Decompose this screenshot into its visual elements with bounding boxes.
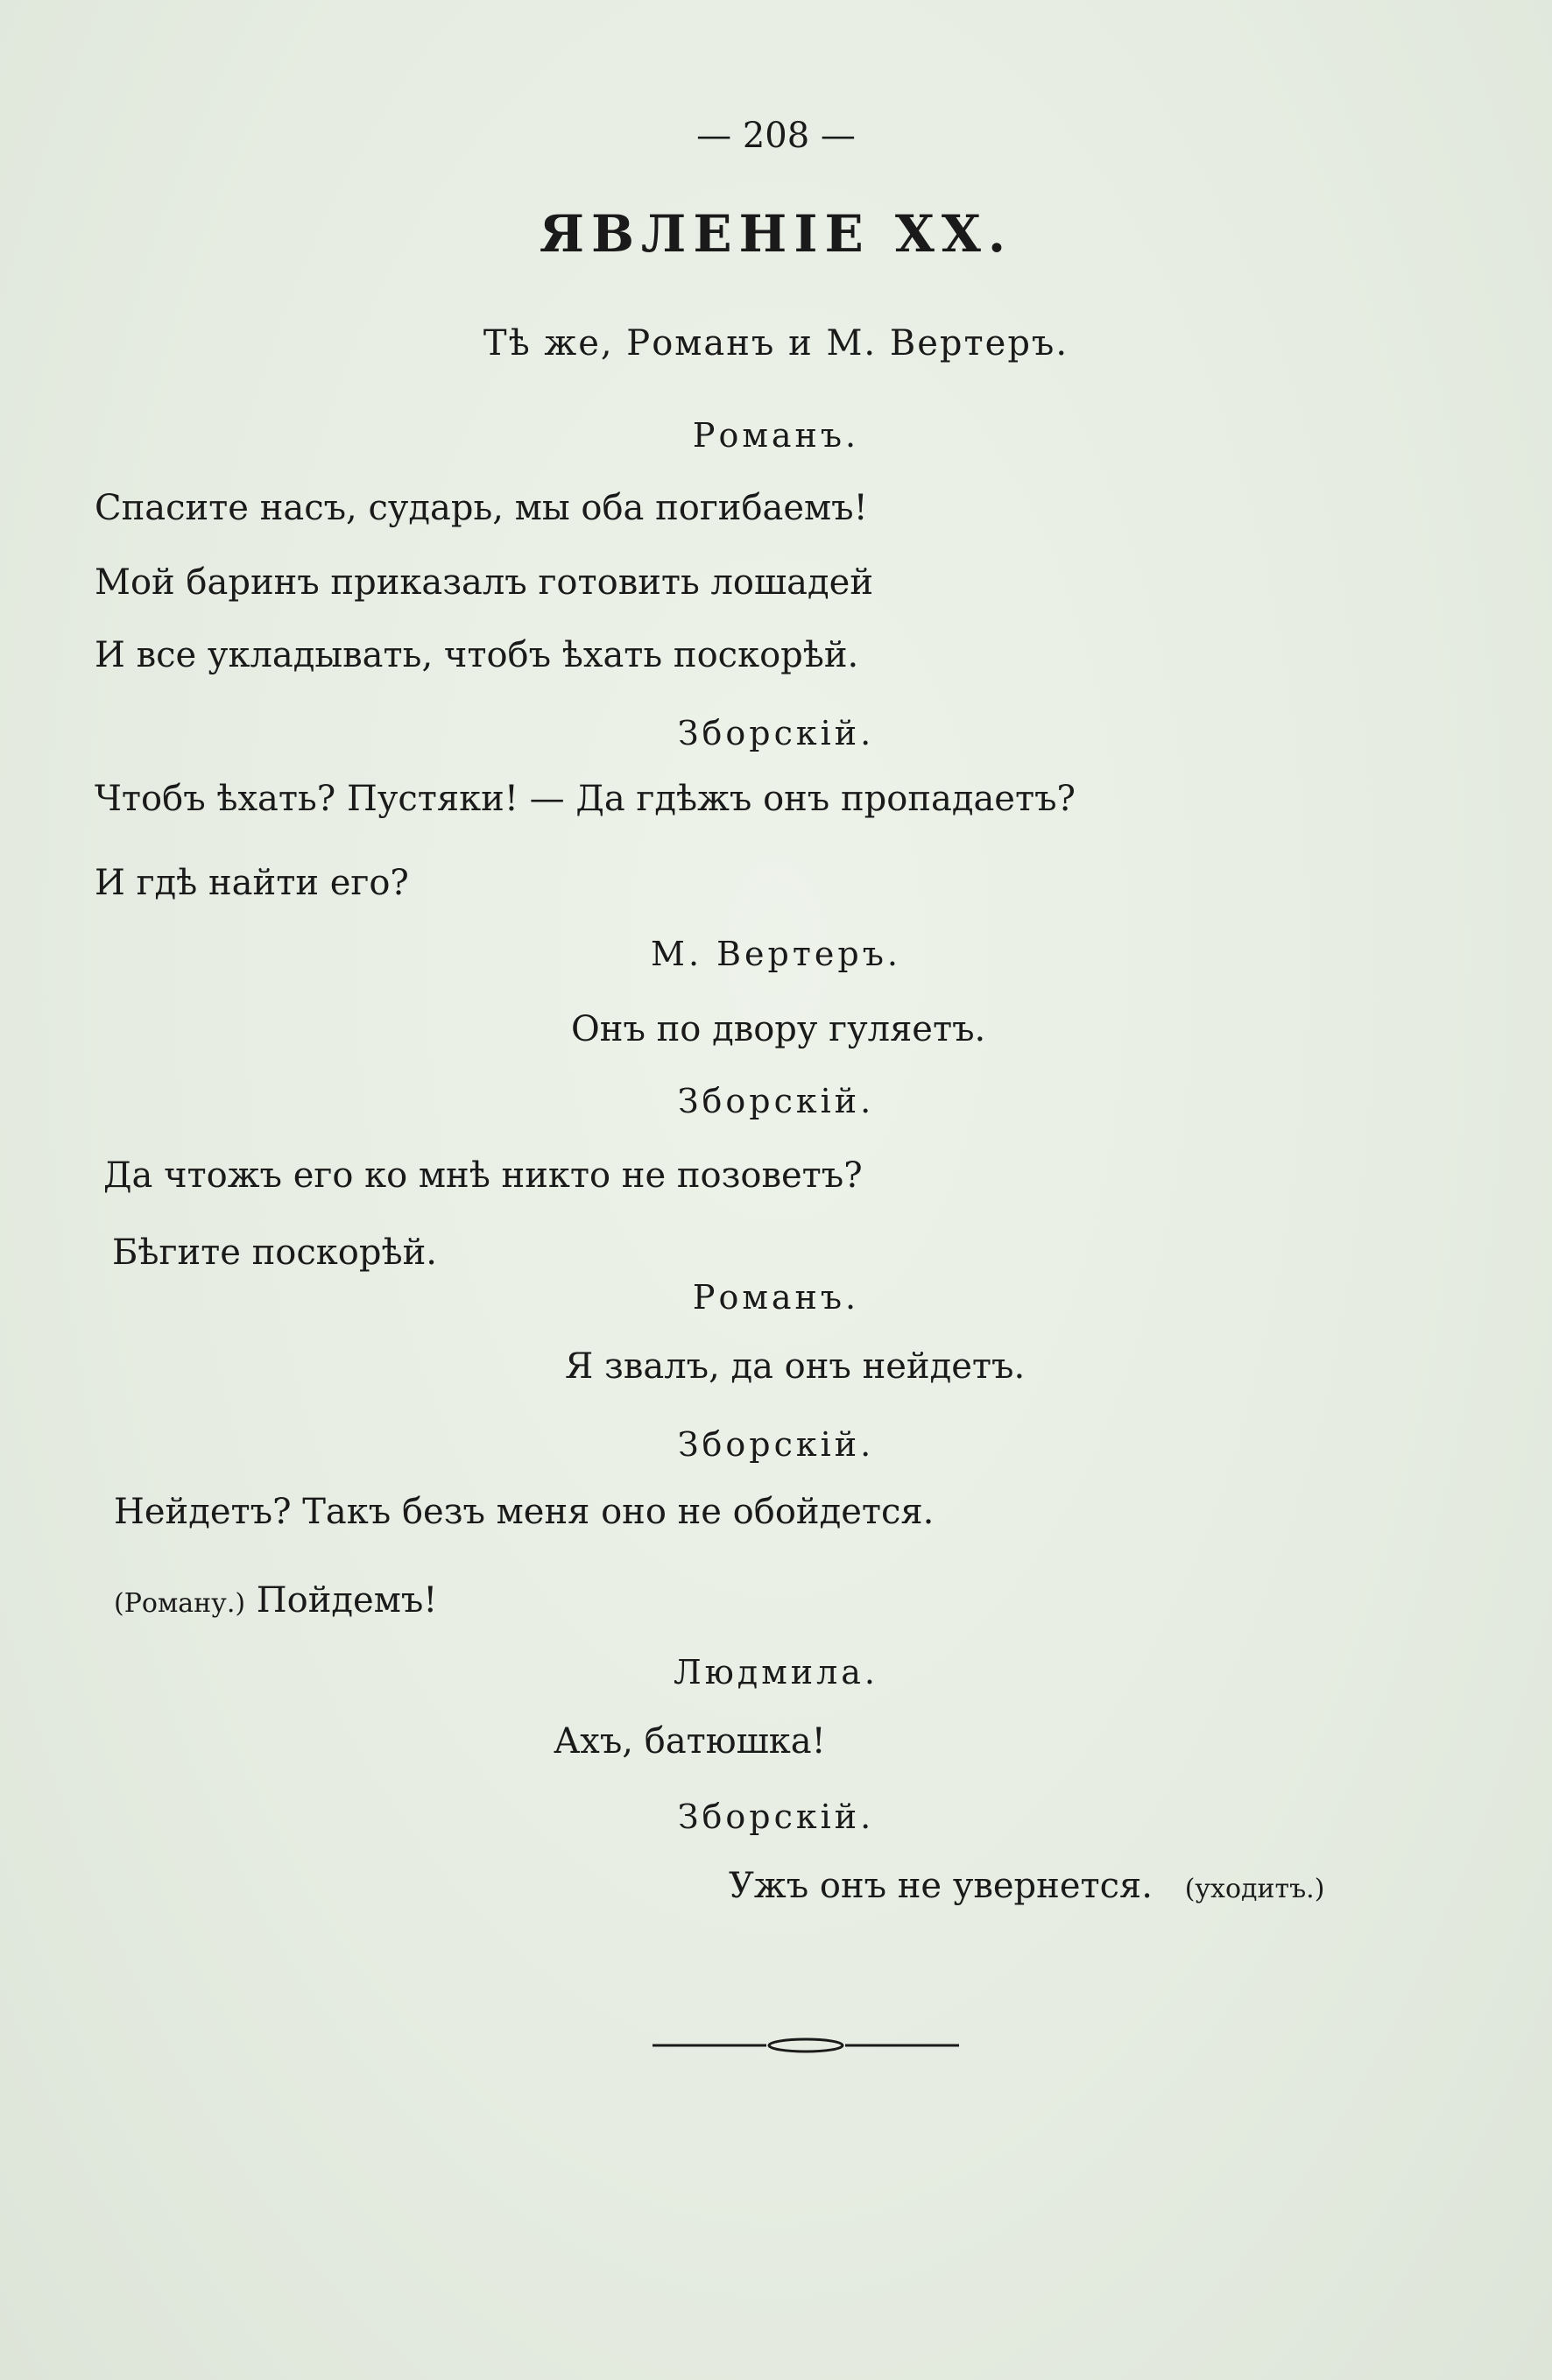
speaker-name: Зборскій. [677,1082,875,1120]
verse-line: Чтобъ ѣхать? Пустяки! — Да гдѣжъ онъ пропадаетъ? [95,779,1076,819]
ornament-divider [653,2032,959,2059]
verse-line: Я звалъ, да онъ нейдетъ. [565,1346,1026,1387]
speaker-name: Зборскій. [677,714,875,752]
verse-line: Онъ по двору гуляетъ. [571,1009,986,1049]
verse-line: И гдѣ найти его? [95,863,409,903]
speaker-name: Зборскій. [677,1797,875,1836]
speaker-name: Романъ. [692,416,860,455]
page-number: — 208 — [696,116,856,156]
verse-line: Мой баринъ приказалъ готовить лошадей [95,562,873,603]
scene-heading: ЯВЛЕНІЕ XX. [539,204,1013,264]
verse-text: Ужъ онъ не увернется. [729,1866,1153,1906]
stage-direction: (уходитъ.) [1184,1874,1325,1904]
verse-line [114,1580,438,1621]
verse-line: Спасите насъ, сударь, мы оба погибаемъ! [95,488,868,528]
speaker-name: Людмила. [674,1653,878,1691]
verse-line: Да чтожъ его ко мнѣ никто не позоветъ? [103,1155,863,1196]
speaker-name: Зборскій. [677,1425,875,1464]
verse-line: Бѣгите поскорѣй. [112,1232,437,1273]
characters-line: Тѣ же, Романъ и М. Вертеръ. [483,323,1069,364]
speaker-name: Романъ. [692,1278,860,1317]
verse-line [729,1866,1325,1906]
verse-line: Нейдетъ? Такъ безъ меня оно не обойдется. [114,1492,935,1532]
speaker-name: М. Вертеръ. [651,935,901,973]
stage-direction: (Роману.) [114,1588,246,1619]
verse-line: Ахъ, батюшка! [554,1721,826,1762]
verse-text: Пойдемъ! [256,1580,438,1621]
verse-line: И все укладывать, чтобъ ѣхать поскорѣй. [95,635,859,675]
